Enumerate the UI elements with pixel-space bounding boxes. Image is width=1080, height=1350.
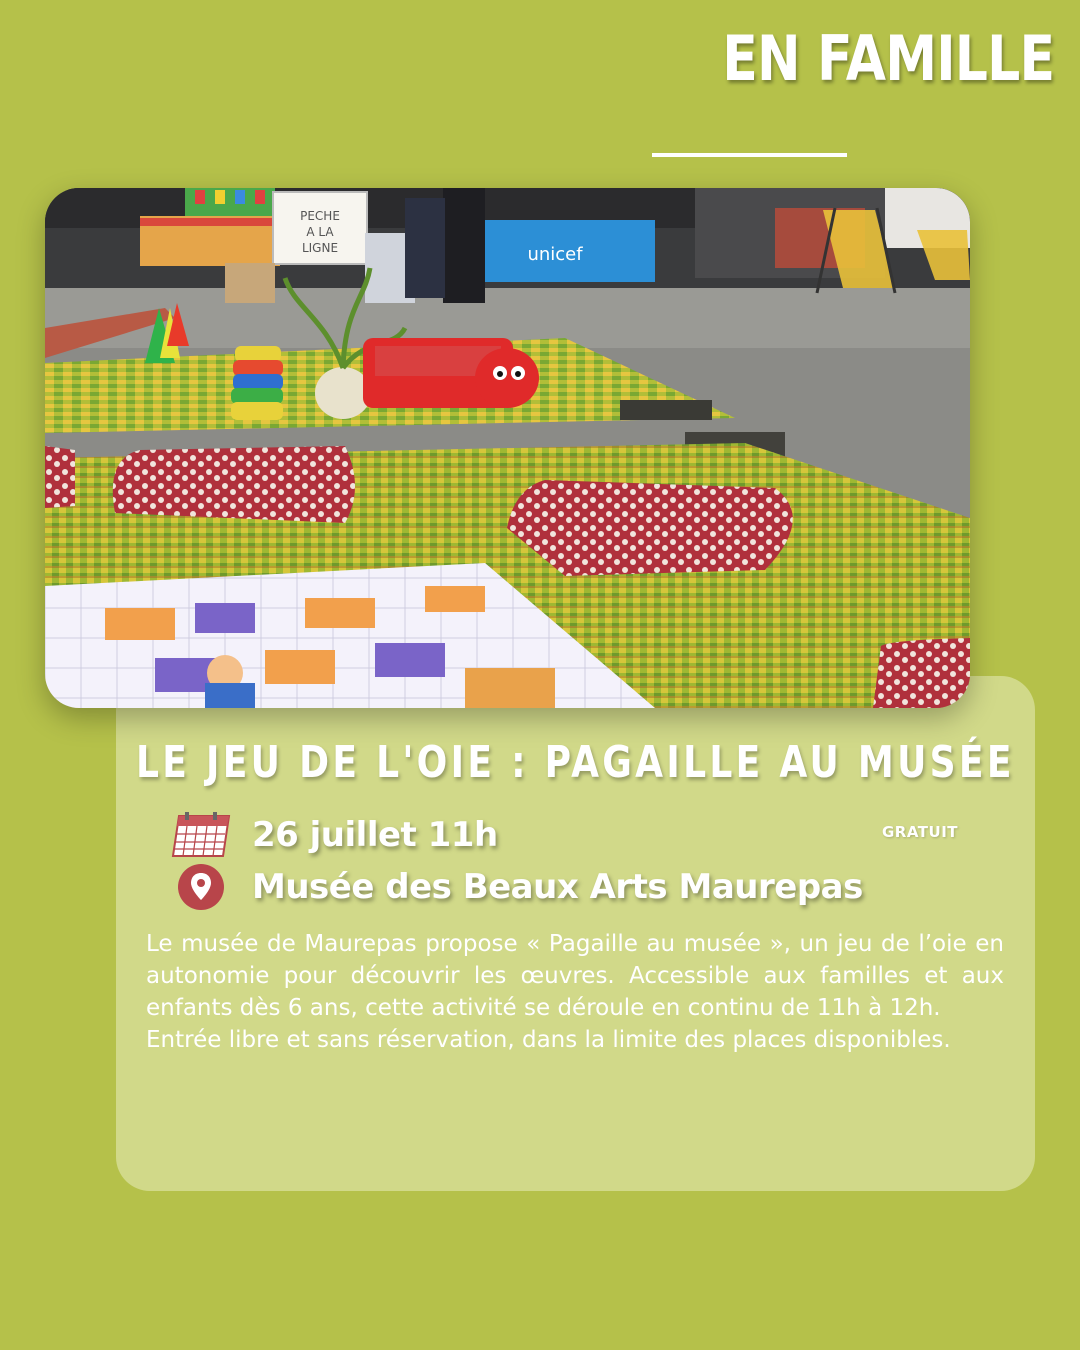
- event-photo: [45, 188, 970, 708]
- svg-text:LIGNE: LIGNE: [301, 241, 339, 255]
- description-paragraph: Le musée de Maurepas propose « Pagaille au musée », un jeu de l’oie en autonomie pour découvrir les œuvres. Accessible aux familles et aux enfants dès 6 ans, cette activité se déroule en continu de 11h à 12h.: [146, 931, 1004, 1021]
- event-location: Musée des Beaux Arts Maurepas: [252, 867, 863, 907]
- event-date: 26 juillet 11h: [252, 815, 498, 855]
- description-paragraph: Entrée libre et sans réservation, dans la limite des places disponibles.: [146, 1027, 951, 1053]
- header-divider: [652, 153, 847, 157]
- svg-text:A LA: A LA: [306, 225, 334, 239]
- price-badge: GRATUIT: [882, 823, 959, 841]
- event-title: LE JEU DE L'OIE : PAGAILLE AU MUSÉE: [136, 737, 1015, 788]
- sign-text-line1: PECHE: [300, 209, 340, 223]
- event-date-row: [170, 810, 498, 860]
- category-title: EN FAMILLE: [722, 22, 1054, 95]
- calendar-icon: [170, 810, 232, 860]
- event-location-row: [170, 862, 863, 912]
- banner-text: unicef: [527, 244, 583, 265]
- map-pin-icon: [170, 862, 232, 912]
- event-description: [146, 928, 1004, 1056]
